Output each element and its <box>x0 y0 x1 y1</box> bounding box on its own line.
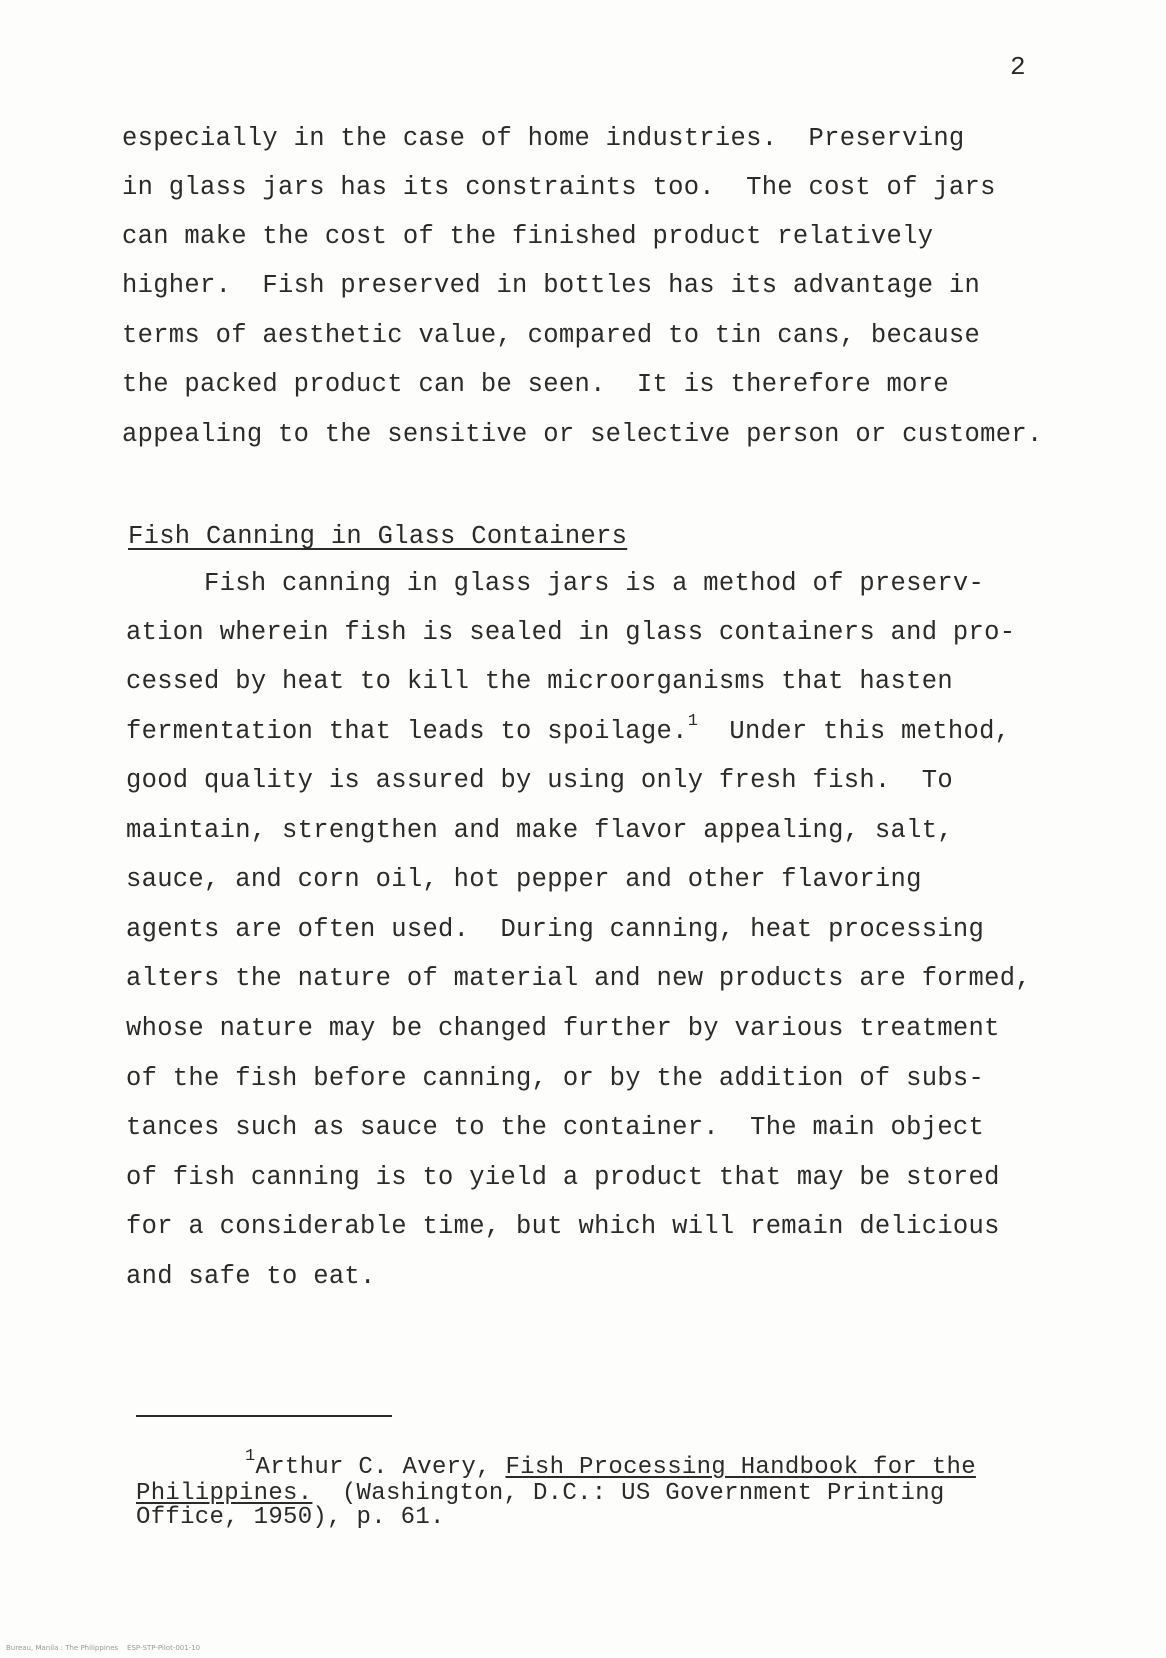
body-line-1: Fish canning in glass jars is a method of preserv- <box>126 569 985 598</box>
footnote-line-2 <box>136 1482 945 1506</box>
body-line-4 <box>126 712 1011 747</box>
intro-line-7: appealing to the sensitive or selective person or customer. <box>122 420 1043 449</box>
body-line-3: cessed by heat to kill the microorganisms that hasten <box>126 667 953 696</box>
intro-line-3: can make the cost of the finished product relatively <box>122 222 934 251</box>
body-line-11: of the fish before canning, or by the addition of subs- <box>126 1064 985 1093</box>
footnote-line-1 <box>245 1447 976 1481</box>
footnote-divider <box>136 1415 392 1417</box>
footnote-marker: 1 <box>245 1447 256 1466</box>
body-line-14: for a considerable time, but which will remain delicious <box>126 1212 1000 1241</box>
footnote-pub-part1: (Washington, D.C.: US Government Printing <box>312 1480 945 1507</box>
body-line-12: tances such as sauce to the container. The main object <box>126 1113 985 1142</box>
footnote-author: Arthur C. Avery, <box>255 1454 506 1481</box>
body-line-6: maintain, strengthen and make flavor appealing, salt, <box>126 816 953 845</box>
body-line-7: sauce, and corn oil, hot pepper and other flavoring <box>126 865 922 894</box>
body-line-4-text: fermentation that leads to spoilage. <box>126 717 688 746</box>
footnote-title-part2: Philippines. <box>136 1480 313 1507</box>
body-line-4-tail: Under this method, <box>698 717 1011 746</box>
body-line-5: good quality is assured by using only fresh fish. To <box>126 766 953 795</box>
footnote-reference: 1 <box>687 712 699 731</box>
intro-line-4: higher. Fish preserved in bottles has its advantage in <box>122 271 981 300</box>
body-line-2: ation wherein fish is sealed in glass containers and pro- <box>126 618 1016 647</box>
body-line-15: and safe to eat. <box>126 1262 376 1291</box>
body-line-8: agents are often used. During canning, heat processing <box>126 915 985 944</box>
intro-line-1: especially in the case of home industries. Preserving <box>122 124 965 153</box>
body-line-10: whose nature may be changed further by various treatment <box>126 1014 1000 1043</box>
intro-line-2: in glass jars has its constraints too. The cost of jars <box>122 173 996 202</box>
intro-line-6: the packed product can be seen. It is therefore more <box>122 370 949 399</box>
page-number: 2 <box>1010 52 1026 82</box>
section-heading: Fish Canning in Glass Containers <box>128 522 628 551</box>
body-line-13: of fish canning is to yield a product that may be stored <box>126 1163 1000 1192</box>
footnote-title-part1: Fish Processing Handbook for the <box>505 1454 976 1481</box>
body-line-9: alters the nature of material and new products are formed, <box>126 964 1031 993</box>
archive-footer-stamp: Bureau, Manila : The Philippines ESP-STP-Pilot-001-10 <box>6 1644 201 1652</box>
footnote-line-3: Office, 1950), p. 61. <box>136 1504 445 1531</box>
intro-line-5: terms of aesthetic value, compared to tin cans, because <box>122 321 981 350</box>
